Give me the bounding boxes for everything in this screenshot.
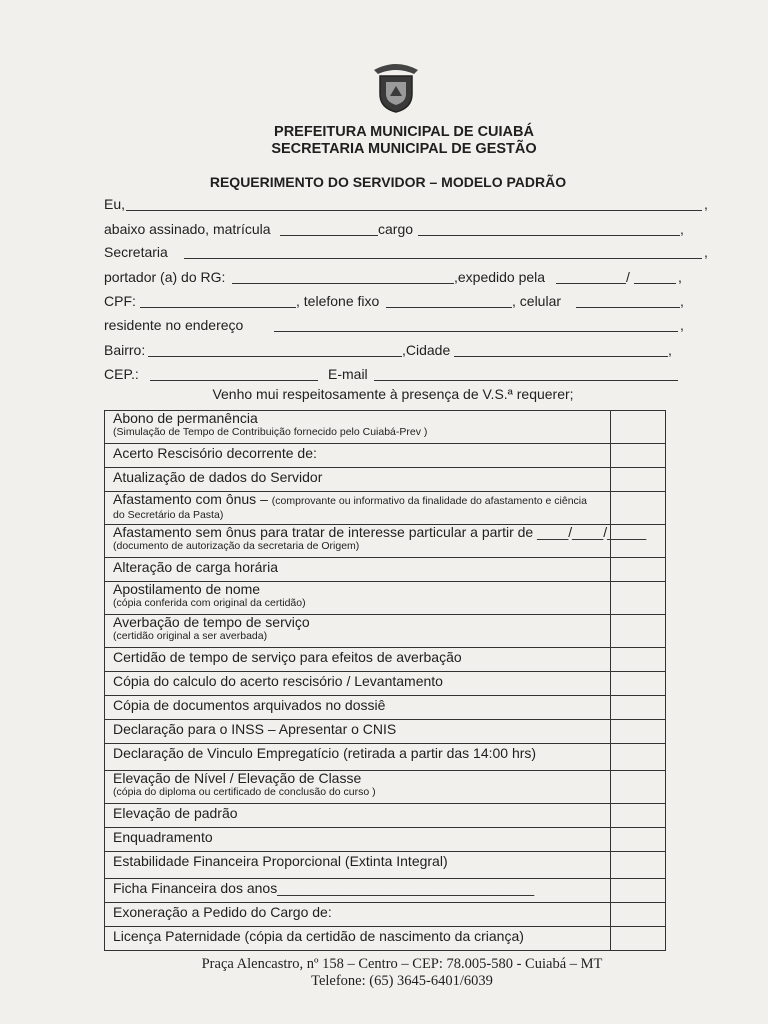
option-text: Enquadramento (113, 829, 213, 845)
option-checkbox[interactable] (610, 672, 665, 695)
table-row (105, 804, 665, 828)
option-checkbox[interactable] (610, 696, 665, 719)
option-label (113, 650, 605, 665)
table-row (105, 492, 665, 525)
option-checkbox[interactable] (610, 444, 665, 467)
option-text: Abono de permanência (113, 410, 258, 426)
cpf-blank[interactable] (140, 307, 296, 308)
option-text: Cópia de documentos arquivados no dossiê (113, 697, 386, 713)
option-label (113, 524, 647, 552)
option-text: Alteração de carga horária (113, 559, 278, 575)
option-note: (comprovante ou informativo da finalidade do afastamento e ciência (271, 495, 587, 507)
option-label (113, 470, 605, 485)
option-label (113, 830, 605, 845)
cidade-blank[interactable] (454, 356, 668, 357)
option-checkbox[interactable] (610, 744, 665, 770)
footer-address: Praça Alencastro, nº 158 – Centro – CEP: 78.005-580 - Cuiabá – MT (201, 956, 603, 972)
option-label (113, 698, 605, 713)
option-checkbox[interactable] (610, 411, 665, 443)
option-text: Apostilamento de nome (113, 581, 261, 597)
intro-text: Venho mui respeitosamente à presença de V.S.ª requerer; (212, 386, 574, 402)
option-label (113, 929, 605, 944)
option-text: Afastamento sem ônus para tratar de interesse particular a partir de ____/____/_____ (113, 524, 647, 540)
footer-phone: Telefone: (65) 3645-6401/6039 (311, 973, 493, 989)
option-checkbox[interactable] (610, 828, 665, 851)
table-row (105, 411, 665, 444)
header-secretaria: SECRETARIA MUNICIPAL DE GESTÃO (271, 141, 537, 157)
table-row (105, 648, 665, 672)
option-subnote: (Simulação de Tempo de Contribuição fornecido pelo Cuiabá-Prev ) (113, 426, 428, 438)
option-text: Elevação de padrão (113, 805, 238, 821)
rg-blank[interactable] (232, 283, 454, 284)
option-label (113, 722, 605, 737)
option-checkbox[interactable] (610, 804, 665, 827)
option-text: Ficha Financeira dos anos_________________________________ (113, 880, 535, 896)
field-cpf-telefone: CPF: , telefone fixo , celular , (104, 293, 684, 309)
option-subnote: (cópia conferida com original da certidão) (113, 597, 306, 609)
telefone-blank[interactable] (386, 307, 512, 308)
bairro-blank[interactable] (148, 356, 402, 357)
option-text: Averbação de tempo de serviço (113, 614, 310, 630)
table-row (105, 525, 665, 558)
option-checkbox[interactable] (610, 492, 665, 524)
option-text: Atualização de dados do Servidor (113, 469, 323, 485)
cargo-blank[interactable] (418, 235, 680, 236)
field-cep-email: CEP.: E-mail (104, 364, 680, 384)
celular-blank[interactable] (576, 307, 680, 308)
option-checkbox[interactable] (610, 648, 665, 671)
option-text: Declaração para o INSS – Apresentar o CNIS (113, 721, 397, 737)
table-row (105, 720, 665, 744)
option-subnote: (certidão original a ser averbada) (113, 630, 268, 642)
option-checkbox[interactable] (610, 468, 665, 491)
table-row (105, 771, 665, 804)
table-row (105, 879, 665, 903)
option-text: Certidão de tempo de serviço para efeitos de averbação (113, 649, 462, 665)
matricula-blank[interactable] (280, 235, 378, 236)
endereco-blank[interactable] (274, 331, 678, 332)
option-checkbox[interactable] (610, 582, 665, 614)
option-label (113, 881, 605, 896)
table-row (105, 852, 665, 879)
uf-blank[interactable] (634, 283, 676, 284)
option-text: Cópia do calculo do acerto rescisório / Levantamento (113, 673, 443, 689)
table-row (105, 744, 665, 771)
option-checkbox[interactable] (610, 852, 665, 878)
option-checkbox[interactable] (610, 927, 665, 950)
option-label (113, 582, 605, 609)
option-label (113, 746, 605, 761)
field-endereco: residente no endereço , (104, 317, 684, 333)
orgao-blank[interactable] (556, 283, 626, 284)
option-label (113, 674, 605, 689)
option-checkbox[interactable] (610, 615, 665, 647)
form-title: REQUERIMENTO DO SERVIDOR – MODELO PADRÃO (209, 174, 567, 190)
option-label (113, 446, 605, 461)
table-row (105, 672, 665, 696)
table-row (105, 468, 665, 492)
option-label (113, 806, 605, 821)
option-label (113, 771, 605, 798)
option-label (113, 492, 605, 521)
table-row (105, 444, 665, 468)
field-secretaria: Secretaria , (104, 244, 708, 260)
option-text: Licença Paternidade (cópia da certidão de nascimento da criança) (113, 928, 524, 944)
field-bairro-cidade: Bairro: ,Cidade , (104, 342, 672, 358)
table-row (105, 558, 665, 582)
eu-blank[interactable] (126, 210, 702, 211)
option-text: Estabilidade Financeira Proporcional (Extinta Integral) (113, 853, 448, 869)
option-checkbox[interactable] (610, 879, 665, 902)
option-label (113, 615, 605, 642)
request-options-table (104, 410, 666, 951)
option-checkbox[interactable] (610, 903, 665, 926)
option-text: Exoneração a Pedido do Cargo de: (113, 904, 332, 920)
option-checkbox[interactable] (610, 558, 665, 581)
table-row (105, 927, 665, 951)
option-label (113, 905, 605, 920)
cep-blank[interactable] (150, 380, 318, 381)
option-text: Acerto Rescisório decorrente de: (113, 445, 317, 461)
table-row (105, 582, 665, 615)
option-text: Elevação de Nível / Elevação de Classe (113, 770, 362, 786)
table-row (105, 696, 665, 720)
email-blank[interactable] (374, 380, 678, 381)
option-label (113, 560, 605, 575)
option-label (113, 854, 605, 869)
option-checkbox[interactable] (610, 720, 665, 743)
option-checkbox[interactable] (610, 771, 665, 803)
field-eu: Eu, , (104, 196, 708, 212)
option-label (113, 411, 605, 438)
table-row (105, 828, 665, 852)
option-subnote: (documento de autorização da secretaria de Origem) (113, 540, 360, 552)
header-prefeitura: PREFEITURA MUNICIPAL DE CUIABÁ (274, 124, 534, 140)
table-row (105, 903, 665, 927)
option-text: Declaração de Vinculo Empregatício (retirada a partir das 14:00 hrs) (113, 745, 537, 761)
option-checkbox[interactable] (610, 525, 665, 557)
secretaria-blank[interactable] (184, 258, 702, 259)
option-subnote: do Secretário da Pasta) (113, 509, 224, 521)
option-text: Afastamento com ônus – (113, 491, 272, 507)
option-subnote: (cópia do diploma ou certificado de conclusão do curso ) (113, 786, 376, 798)
municipal-crest-icon (370, 60, 422, 114)
field-matricula-cargo: abaixo assinado, matrícula cargo , (104, 221, 684, 237)
field-rg: portador (a) do RG: ,expedido pela / , (104, 269, 682, 285)
table-row (105, 615, 665, 648)
